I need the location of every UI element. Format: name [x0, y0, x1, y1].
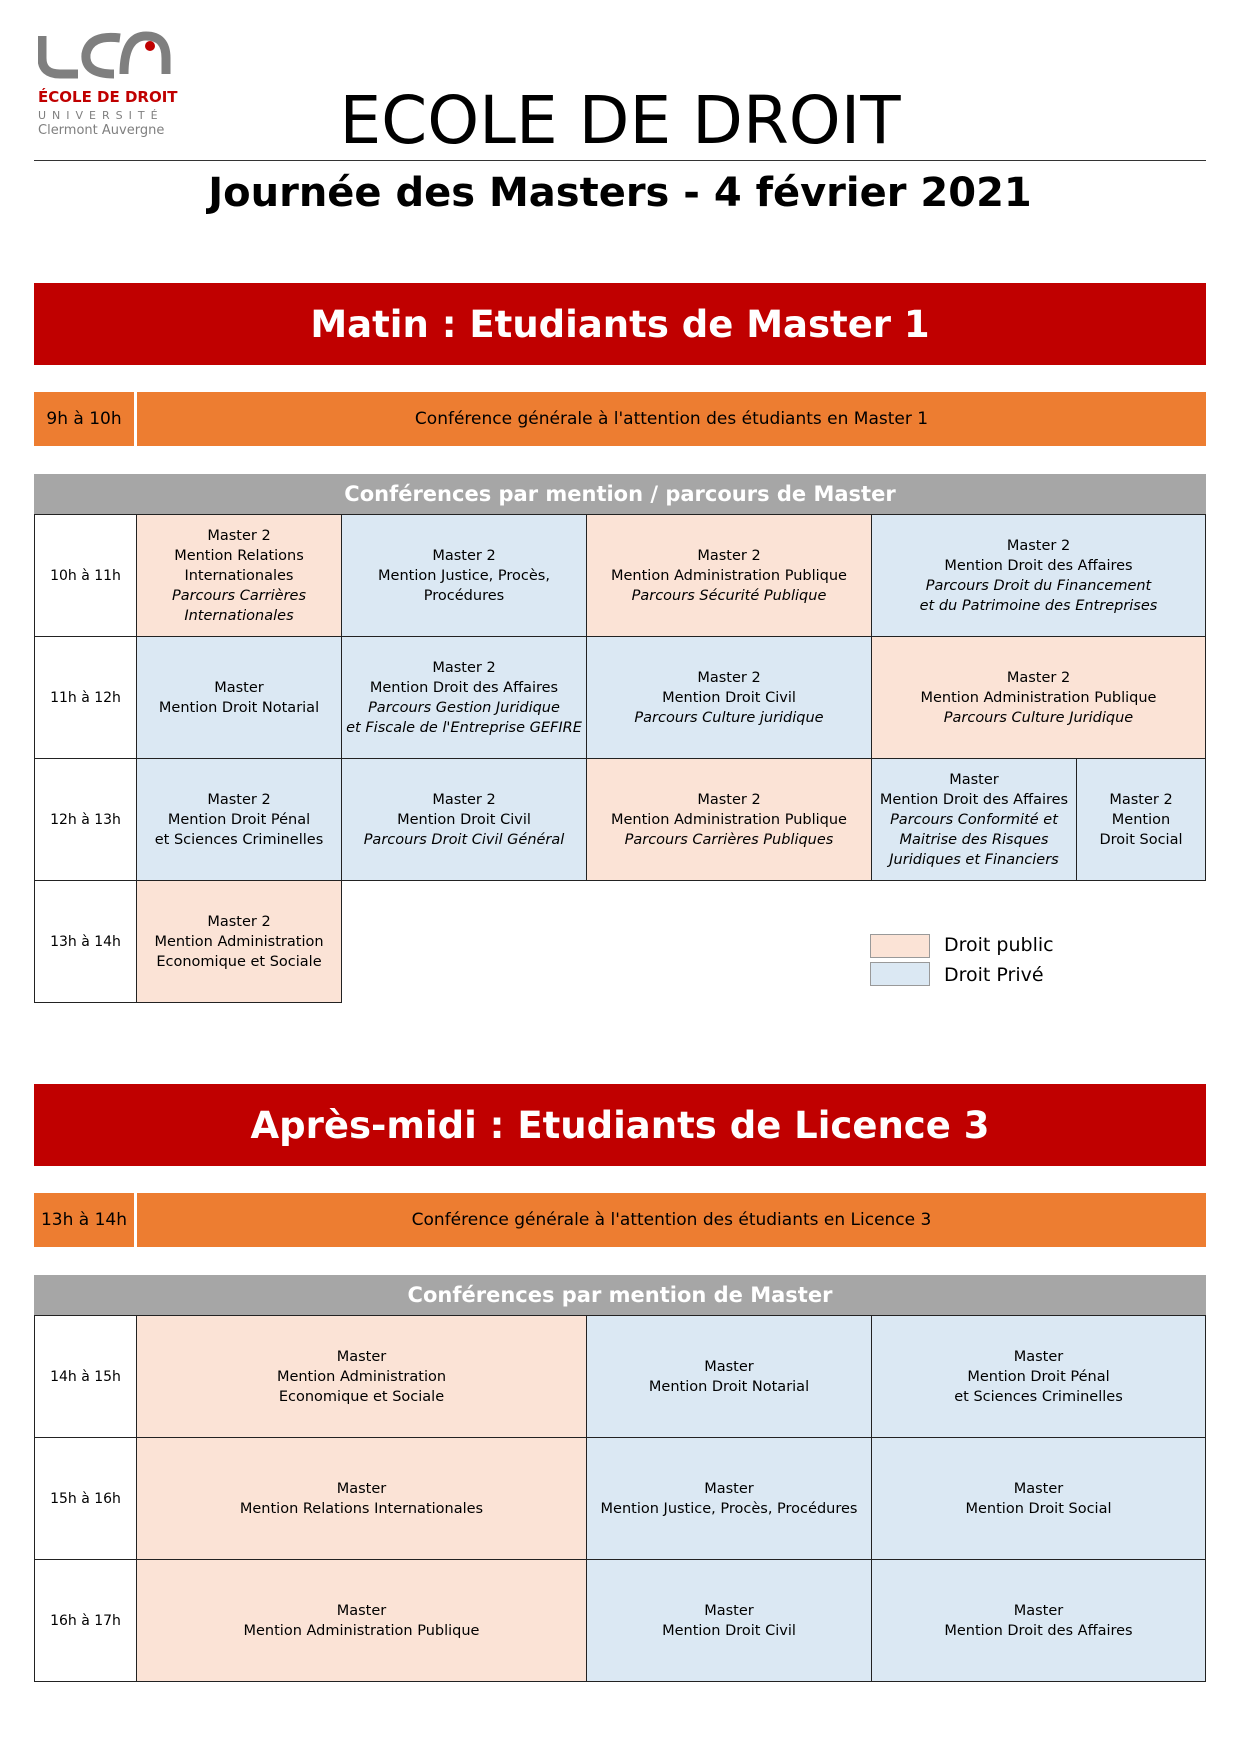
cell-line: Internationales	[184, 567, 294, 584]
afternoon-cell-1-2	[586, 1315, 872, 1438]
afternoon-general-label: Conférence générale à l'attention des étudiants en Licence 3	[137, 1193, 1206, 1247]
page-subtitle: Journée des Masters - 4 février 2021	[208, 170, 1032, 216]
cell-line: Master	[336, 1480, 387, 1497]
cell-line: Mention Droit des Affaires	[879, 791, 1069, 808]
page-title: ECOLE DE DROIT	[339, 82, 901, 159]
cell-line: Master	[336, 1602, 387, 1619]
cell-track: Maitrise des Risques	[899, 831, 1049, 848]
cell-line: Mention Administration	[154, 933, 324, 950]
afternoon-cell-2-2	[586, 1437, 872, 1560]
cell-line: Mention Droit des Affaires	[944, 557, 1133, 574]
cell-track: Parcours Droit du Financement	[925, 577, 1152, 594]
morning-time-1: 10h à 11h	[34, 514, 137, 637]
cell-line: Economique et Sociale	[156, 953, 322, 970]
afternoon-cell-1-1	[136, 1315, 587, 1438]
cell-line: Master	[704, 1602, 754, 1619]
cell-line: Master	[949, 771, 999, 788]
morning-cell-1-2	[341, 514, 587, 637]
cell-line: Economique et Sociale	[278, 1388, 445, 1405]
cell-line: Mention Justice, Procès,	[378, 567, 550, 584]
cell-track: Parcours Carrières	[171, 587, 307, 604]
cell-line: Master 2	[432, 547, 496, 564]
afternoon-cell-3-3	[871, 1559, 1206, 1682]
cell-line: Mention Justice, Procès, Procédures	[600, 1500, 858, 1517]
afternoon-cell-1-3	[871, 1315, 1206, 1438]
afternoon-cell-2-3	[871, 1437, 1206, 1560]
cell-line: Mention Droit Social	[965, 1500, 1112, 1517]
cell-track: Parcours Gestion Juridique	[368, 699, 560, 716]
cell-line: Master	[1013, 1480, 1064, 1497]
cell-line: Mention Administration Publique	[243, 1622, 480, 1639]
cell-line: Mention Droit Civil	[662, 1622, 796, 1639]
cell-track: Parcours Droit Civil Général	[363, 831, 565, 848]
afternoon-cell-3-1	[136, 1559, 587, 1682]
morning-cell-3-1	[136, 758, 342, 881]
cell-line: Master 2	[432, 791, 496, 808]
morning-cell-2-1	[136, 636, 342, 759]
cell-line: Mention Administration Publique	[611, 567, 847, 584]
cell-line: Master 2	[1109, 791, 1173, 808]
cell-line: Master	[1013, 1348, 1064, 1365]
cell-line: Master 2	[1006, 537, 1071, 554]
morning-cell-3-4	[871, 758, 1077, 881]
morning-cell-3-5	[1076, 758, 1206, 881]
cell-line: Master	[704, 1358, 754, 1375]
cell-line: Master	[704, 1480, 754, 1497]
morning-banner: Matin : Etudiants de Master 1	[34, 283, 1206, 365]
afternoon-general-time: 13h à 14h	[34, 1193, 134, 1247]
morning-cell-2-4	[871, 636, 1206, 759]
morning-general-label: Conférence générale à l'attention des étudiants en Master 1	[137, 392, 1206, 446]
afternoon-time-1: 14h à 15h	[34, 1315, 137, 1438]
cell-line: Mention Administration	[276, 1368, 447, 1385]
cell-track: et Fiscale de l'Entreprise GEFIRE	[346, 719, 582, 736]
cell-line: Master	[1013, 1602, 1064, 1619]
afternoon-banner: Après-midi : Etudiants de Licence 3	[34, 1084, 1206, 1166]
logo-university: UNIVERSITÉ	[38, 109, 164, 122]
morning-cell-4-1	[136, 880, 342, 1003]
morning-time-3: 12h à 13h	[34, 758, 137, 881]
morning-cell-1-3	[586, 514, 872, 637]
cell-line: Master 2	[697, 791, 761, 808]
cell-line: Mention Droit Notarial	[648, 1378, 810, 1395]
cell-line: Mention	[1111, 811, 1171, 828]
cell-line: Master 2	[207, 527, 271, 544]
morning-cell-3-2	[341, 758, 587, 881]
morning-cell-2-2	[341, 636, 587, 759]
cell-line: et Sciences Criminelles	[154, 831, 324, 848]
morning-section-header: Conférences par mention / parcours de Master	[34, 474, 1206, 514]
cell-line: Master 2	[432, 659, 496, 676]
morning-cell-3-3	[586, 758, 872, 881]
cell-line: Mention Relations Internationales	[239, 1500, 484, 1517]
afternoon-time-2: 15h à 16h	[34, 1437, 137, 1560]
cell-track: Parcours Culture juridique	[634, 709, 824, 726]
cell-line: Master	[336, 1348, 387, 1365]
cell-line: Mention Droit Civil	[662, 689, 796, 706]
cell-track: Parcours Carrières Publiques	[624, 831, 834, 848]
legend-swatch-public	[870, 934, 930, 958]
morning-time-4: 13h à 14h	[34, 880, 137, 1003]
logo-school: ÉCOLE DE DROIT	[38, 88, 178, 106]
morning-cell-2-3	[586, 636, 872, 759]
cell-line: Mention Droit Pénal	[167, 811, 311, 828]
legend-label-public: Droit public	[944, 934, 1054, 956]
logo-city: Clermont Auvergne	[38, 123, 165, 138]
cell-track: Juridiques et Financiers	[889, 851, 1059, 868]
uca-logo-icon	[38, 28, 188, 88]
cell-line: Droit Social	[1099, 831, 1183, 848]
legend-label-prive: Droit Privé	[944, 964, 1044, 986]
cell-line: Mention Relations	[174, 547, 304, 564]
morning-cell-1-1	[136, 514, 342, 637]
cell-line: Master	[214, 679, 264, 696]
cell-line: Master 2	[697, 669, 761, 686]
cell-line: Mention Administration Publique	[611, 811, 847, 828]
cell-line: Procédures	[423, 587, 505, 604]
afternoon-cell-3-2	[586, 1559, 872, 1682]
cell-line: et Sciences Criminelles	[954, 1388, 1123, 1405]
cell-track: Parcours Sécurité Publique	[631, 587, 827, 604]
morning-time-2: 11h à 12h	[34, 636, 137, 759]
header-divider	[34, 160, 1206, 161]
legend-swatch-prive	[870, 962, 930, 986]
afternoon-section-header: Conférences par mention de Master	[34, 1275, 1206, 1315]
cell-line: Master 2	[207, 913, 271, 930]
cell-line: Mention Droit des Affaires	[369, 679, 559, 696]
cell-line: Mention Droit Notarial	[158, 699, 320, 716]
cell-track: Parcours Culture Juridique	[943, 709, 1134, 726]
cell-line: Mention Droit Pénal	[967, 1368, 1110, 1385]
cell-line: Master 2	[1006, 669, 1071, 686]
morning-general-time: 9h à 10h	[34, 392, 134, 446]
cell-track: et du Patrimoine des Entreprises	[919, 597, 1158, 614]
afternoon-time-3: 16h à 17h	[34, 1559, 137, 1682]
morning-cell-1-4	[871, 514, 1206, 637]
cell-track: Internationales	[184, 607, 294, 624]
cell-line: Master 2	[697, 547, 761, 564]
cell-line: Mention Droit des Affaires	[944, 1622, 1133, 1639]
cell-line: Mention Administration Publique	[920, 689, 1157, 706]
cell-line: Mention Droit Civil	[397, 811, 531, 828]
cell-line: Master 2	[207, 791, 271, 808]
cell-track: Parcours Conformité et	[890, 811, 1058, 828]
afternoon-cell-2-1	[136, 1437, 587, 1560]
